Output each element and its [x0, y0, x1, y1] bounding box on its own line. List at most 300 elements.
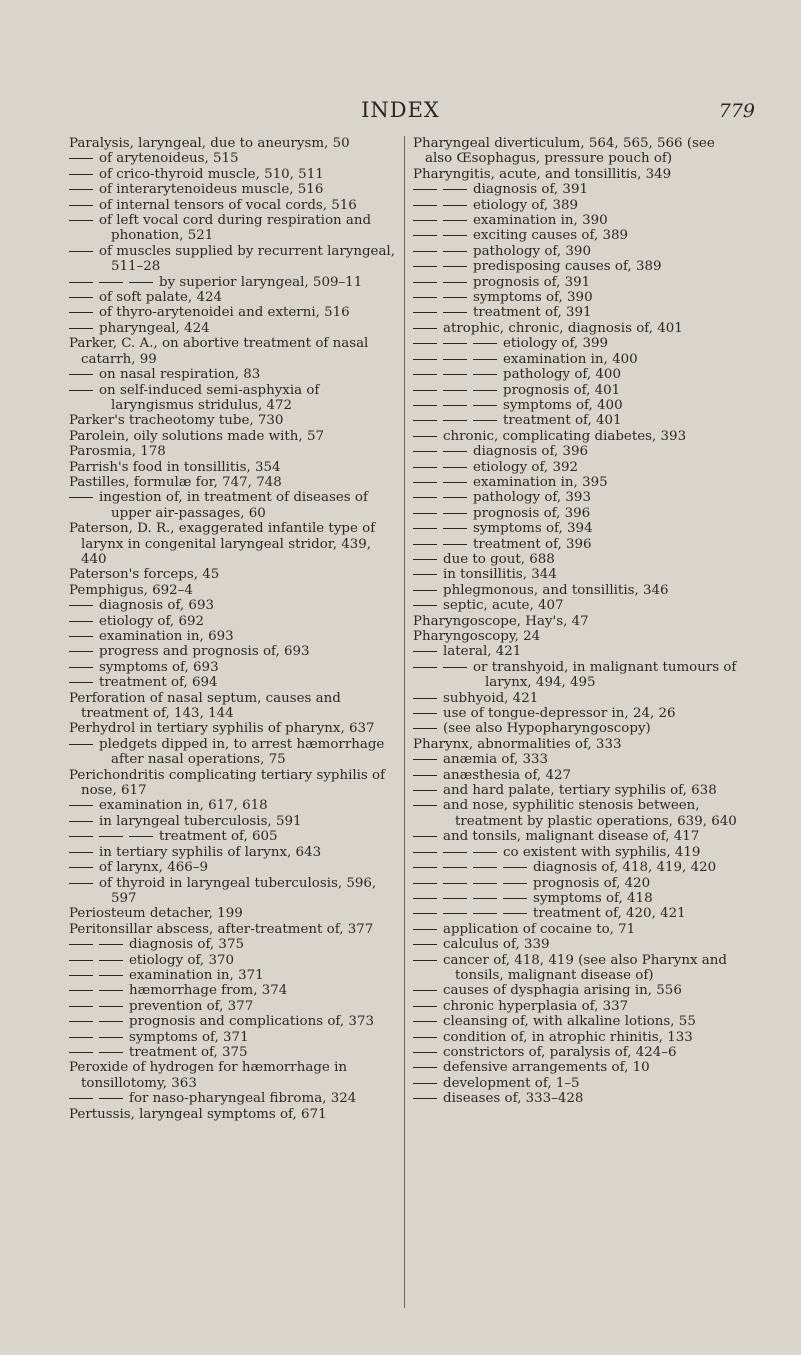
leader-dash — [413, 405, 437, 406]
index-entry — [413, 860, 743, 875]
leader-dash — [69, 867, 93, 868]
index-entry-text: Pharynx, abnormalities of, 333 — [413, 736, 622, 752]
leader-dash — [473, 883, 497, 884]
leader-dash — [99, 944, 123, 945]
leader-dash — [413, 651, 437, 652]
leader-dash — [413, 1083, 437, 1084]
index-entry-text: of interarytenoideus muscle, 516 — [99, 182, 324, 198]
leader-dash — [69, 374, 93, 375]
leader-dash — [413, 759, 437, 760]
leader-dash — [69, 883, 93, 884]
index-entry — [69, 860, 395, 875]
index-entry-text: of crico-thyroid muscle, 510, 511 — [99, 166, 324, 182]
index-entry-text: in tonsillitis, 344 — [443, 567, 557, 583]
index-entry-text: Pemphigus, 692–4 — [69, 582, 193, 598]
index-entry-text: for naso-pharyngeal fibroma, 324 — [129, 1091, 357, 1107]
index-entry-text: treatment of, 605 — [159, 829, 278, 845]
leader-dash — [69, 158, 93, 159]
leader-dash — [99, 975, 123, 976]
leader-dash — [443, 883, 467, 884]
index-entry-text: exciting causes of, 389 — [473, 228, 629, 244]
index-entry — [413, 305, 743, 320]
leader-dash — [443, 667, 467, 668]
index-entry — [413, 521, 743, 536]
page-header — [0, 98, 801, 128]
leader-dash — [443, 189, 467, 190]
index-entry-text: calculus of, 339 — [443, 937, 550, 953]
leader-dash — [129, 282, 153, 283]
index-entry — [69, 460, 395, 475]
index-entry — [69, 367, 395, 382]
index-entry — [413, 752, 743, 767]
index-entry-text: diagnosis of, 418, 419, 420 — [533, 860, 717, 876]
leader-dash — [413, 359, 437, 360]
index-entry — [413, 598, 743, 613]
index-entry — [69, 583, 395, 598]
index-entry-text: and nose, syphilitic stenosis between, treatment by plastic operations, 639, 640 — [443, 798, 737, 829]
index-entry — [413, 783, 743, 798]
leader-dash — [413, 544, 437, 545]
leader-dash — [69, 297, 93, 298]
index-entry — [69, 829, 395, 844]
index-entry — [413, 1014, 743, 1029]
index-entry-text: examination in, 371 — [129, 967, 264, 983]
index-entry-text: treatment of, 420, 421 — [533, 906, 686, 922]
index-entry-text: treatment of, 694 — [99, 675, 218, 691]
index-entry — [413, 876, 743, 891]
leader-dash — [413, 467, 437, 468]
leader-dash — [473, 420, 497, 421]
index-entry-text: examination in, 395 — [473, 474, 608, 490]
leader-dash — [413, 667, 437, 668]
leader-dash — [443, 497, 467, 498]
leader-dash — [413, 328, 437, 329]
leader-dash — [413, 1006, 437, 1007]
index-entry — [69, 198, 395, 213]
index-entry-text: symptoms of, 394 — [473, 521, 593, 537]
index-entry — [413, 444, 743, 459]
leader-dash — [69, 960, 93, 961]
index-entry-text: causes of dysphagia arising in, 556 — [443, 983, 682, 999]
index-entry-text: Parolein, oily solutions made with, 57 — [69, 428, 324, 444]
index-entry — [69, 906, 395, 921]
leader-dash — [443, 451, 467, 452]
index-entry — [69, 614, 395, 629]
leader-dash — [413, 282, 437, 283]
leader-dash — [413, 220, 437, 221]
leader-dash — [473, 374, 497, 375]
index-entry-text: of left vocal cord during respiration and phonation, 521 — [99, 213, 372, 244]
index-entry — [69, 845, 395, 860]
index-entry — [413, 413, 743, 428]
leader-dash — [413, 189, 437, 190]
leader-dash — [69, 975, 93, 976]
index-entry — [69, 983, 395, 998]
leader-dash — [99, 282, 123, 283]
leader-dash — [69, 805, 93, 806]
index-entry — [413, 1060, 743, 1075]
leader-dash — [443, 482, 467, 483]
index-entry — [413, 706, 743, 721]
leader-dash — [473, 359, 497, 360]
leader-dash — [443, 420, 467, 421]
index-entry-text: examination in, 390 — [473, 213, 608, 229]
index-entry-text: due to gout, 688 — [443, 551, 555, 567]
index-entry-text: constrictors of, paralysis of, 424–6 — [443, 1044, 677, 1060]
index-entry-text: defensive arrangements of, 10 — [443, 1060, 650, 1076]
index-entry — [69, 305, 395, 320]
index-entry — [69, 444, 395, 459]
leader-dash — [473, 867, 497, 868]
index-entry-text: diagnosis of, 396 — [473, 444, 588, 460]
leader-dash — [413, 297, 437, 298]
index-entry-text: Paterson, D. R., exaggerated infantile type of larynx in congenital laryngeal stridor, 439, 440 — [69, 521, 376, 567]
leader-dash — [443, 528, 467, 529]
index-entry-text: on self-induced semi-asphyxia of laryngismus stridulus, 472 — [99, 382, 320, 413]
index-entry — [413, 1030, 743, 1045]
leader-dash — [473, 913, 497, 914]
leader-dash — [69, 667, 93, 668]
index-entry — [69, 490, 395, 521]
index-entry-text: and hard palate, tertiary syphilis of, 638 — [443, 783, 717, 799]
leader-dash — [413, 436, 437, 437]
index-entry — [413, 429, 743, 444]
leader-dash — [443, 235, 467, 236]
index-entry-text: chronic hyperplasia of, 337 — [443, 998, 629, 1014]
leader-dash — [413, 805, 437, 806]
index-entry-text: etiology of, 399 — [503, 336, 608, 352]
leader-dash — [413, 1021, 437, 1022]
index-entry — [413, 475, 743, 490]
leader-dash — [443, 374, 467, 375]
index-entry-text: Paterson's forceps, 45 — [69, 567, 220, 583]
leader-dash — [443, 220, 467, 221]
column-divider — [404, 136, 405, 1308]
index-entry — [413, 244, 743, 259]
index-entry-text: phlegmonous, and tonsillitis, 346 — [443, 582, 669, 598]
leader-dash — [413, 713, 437, 714]
index-entry — [69, 814, 395, 829]
index-entry-text: cleansing of, with alkaline lotions, 55 — [443, 1014, 696, 1030]
index-entry-text: on nasal respiration, 83 — [99, 367, 261, 383]
index-entry-text: prognosis and complications of, 373 — [129, 1014, 374, 1030]
index-entry-text: Perichondritis complicating tertiary syphilis of nose, 617 — [69, 767, 386, 799]
leader-dash — [99, 1052, 123, 1053]
leader-dash — [413, 559, 437, 560]
index-entry — [413, 275, 743, 290]
index-entry-text: prevention of, 377 — [129, 998, 254, 1014]
index-entry — [413, 490, 743, 505]
leader-dash — [473, 343, 497, 344]
index-entry — [69, 1107, 395, 1122]
index-entry-text: development of, 1–5 — [443, 1075, 580, 1091]
leader-dash — [413, 790, 437, 791]
leader-dash — [99, 990, 123, 991]
leader-dash — [413, 451, 437, 452]
leader-dash — [69, 205, 93, 206]
leader-dash — [413, 205, 437, 206]
index-entry — [413, 552, 743, 567]
index-entry — [413, 537, 743, 552]
index-entry — [413, 336, 743, 351]
leader-dash — [443, 282, 467, 283]
leader-dash — [473, 898, 497, 899]
leader-dash — [503, 898, 527, 899]
index-entry-text: use of tongue-depressor in, 24, 26 — [443, 706, 676, 722]
leader-dash — [69, 390, 93, 391]
leader-dash — [69, 821, 93, 822]
index-entry-text: symptoms of, 418 — [533, 890, 653, 906]
leader-dash — [413, 944, 437, 945]
leader-dash — [69, 744, 93, 745]
index-entry — [413, 367, 743, 382]
leader-dash — [413, 775, 437, 776]
index-entry — [413, 228, 743, 243]
index-entry-text: septic, acute, 407 — [443, 598, 564, 614]
index-entry-text: of larynx, 466–9 — [99, 860, 208, 876]
index-entry-text: Pharyngitis, acute, and tonsillitis, 349 — [413, 166, 672, 182]
leader-dash — [443, 405, 467, 406]
index-entry — [413, 922, 743, 937]
leader-dash — [413, 913, 437, 914]
leader-dash — [69, 1037, 93, 1038]
leader-dash — [69, 251, 93, 252]
index-entry-text: Parker, C. A., on abortive treatment of nasal catarrh, 99 — [69, 336, 369, 367]
leader-dash — [99, 1037, 123, 1038]
leader-dash — [443, 467, 467, 468]
index-entry-text: Parker's tracheotomy tube, 730 — [69, 413, 284, 429]
leader-dash — [413, 1098, 437, 1099]
index-entry — [69, 737, 395, 768]
index-entry — [69, 629, 395, 644]
index-entry-text: of thyroid in laryngeal tuberculosis, 596, 597 — [99, 875, 377, 906]
index-entry — [413, 798, 743, 829]
index-entry — [69, 244, 395, 275]
leader-dash — [503, 883, 527, 884]
index-entry-text: Periosteum detacher, 199 — [69, 906, 243, 922]
index-entry — [69, 675, 395, 690]
index-entry — [69, 429, 395, 444]
leader-dash — [69, 682, 93, 683]
index-entry — [69, 136, 395, 151]
index-entry — [413, 290, 743, 305]
index-entry-text: prognosis of, 401 — [503, 382, 621, 398]
leader-dash — [443, 544, 467, 545]
index-entry — [69, 953, 395, 968]
index-entry-text: pathology of, 400 — [503, 367, 621, 383]
index-entry — [69, 336, 395, 367]
index-entry-text: pledgets dipped in, to arrest hæmorrhage after nasal operations, 75 — [99, 736, 385, 768]
index-entry-text: examination in, 693 — [99, 629, 234, 644]
index-entry-text: Perforation of nasal septum, causes and treatment of, 143, 144 — [69, 690, 341, 722]
leader-dash — [413, 420, 437, 421]
index-entry — [413, 136, 743, 167]
index-entry-text: progress and prognosis of, 693 — [99, 644, 310, 660]
leader-dash — [473, 390, 497, 391]
index-entry-text: atrophic, chronic, diagnosis of, 401 — [443, 320, 683, 336]
leader-dash — [99, 1098, 123, 1099]
index-entry-text: Pharyngeal diverticulum, 564, 565, 566 (see also Œsophagus, pressure pouch of) — [413, 136, 715, 167]
index-entry-text: in tertiary syphilis of larynx, 643 — [99, 844, 322, 860]
index-entry — [69, 798, 395, 813]
leader-dash — [69, 636, 93, 637]
index-entry — [413, 768, 743, 783]
index-entry — [413, 614, 743, 629]
page-number: 779 — [718, 100, 755, 122]
index-entry-text: pharyngeal, 424 — [99, 320, 210, 336]
index-entry-text: etiology of, 389 — [473, 197, 578, 213]
leader-dash — [413, 960, 437, 961]
index-entry — [69, 567, 395, 582]
leader-dash — [69, 312, 93, 313]
leader-dash — [413, 251, 437, 252]
index-entry-text: of muscles supplied by recurrent laryngeal, 511–28 — [99, 243, 395, 275]
leader-dash — [413, 929, 437, 930]
leader-dash — [413, 883, 437, 884]
index-entry-text: of thyro-arytenoidei and externi, 516 — [99, 305, 350, 321]
leader-dash — [413, 312, 437, 313]
leader-dash — [69, 621, 93, 622]
index-entry — [69, 1091, 395, 1106]
index-entry-text: lateral, 421 — [443, 644, 522, 660]
index-entry-text: predisposing causes of, 389 — [473, 259, 662, 275]
index-entry — [413, 629, 743, 644]
index-entry-text: etiology of, 370 — [129, 952, 234, 968]
leader-dash — [413, 497, 437, 498]
leader-dash — [69, 990, 93, 991]
index-entry-text: symptoms of, 371 — [129, 1029, 249, 1045]
leader-dash — [413, 836, 437, 837]
leader-dash — [443, 359, 467, 360]
index-entry — [413, 167, 743, 182]
index-entry — [413, 259, 743, 274]
index-entry-text: anæmia of, 333 — [443, 752, 549, 768]
index-entry-text: or transhyoid, in malignant tumours of larynx, 494, 495 — [473, 659, 737, 691]
leader-dash — [443, 266, 467, 267]
leader-dash — [69, 1098, 93, 1099]
index-entry — [69, 922, 395, 937]
leader-dash — [99, 1006, 123, 1007]
index-entry-text: diseases of, 333–428 — [443, 1091, 584, 1107]
index-entry — [413, 398, 743, 413]
leader-dash — [473, 852, 497, 853]
index-entry — [69, 598, 395, 613]
index-entry-text: Pharyngoscopy, 24 — [413, 629, 541, 644]
index-entry-text: pathology of, 390 — [473, 243, 591, 259]
index-entry-text: treatment of, 396 — [473, 536, 592, 552]
index-entry-text: etiology of, 392 — [473, 459, 578, 475]
leader-dash — [503, 913, 527, 914]
index-entry — [69, 1030, 395, 1045]
index-entry — [413, 583, 743, 598]
leader-dash — [129, 836, 153, 837]
index-entry — [69, 383, 395, 414]
index-entry-text: diagnosis of, 693 — [99, 598, 214, 614]
index-entry-text: prognosis of, 391 — [473, 274, 591, 290]
index-entry — [413, 1045, 743, 1060]
leader-dash — [69, 852, 93, 853]
index-entry-text: etiology of, 692 — [99, 613, 204, 629]
leader-dash — [99, 960, 123, 961]
leader-dash — [413, 698, 437, 699]
leader-dash — [473, 405, 497, 406]
index-entry-text: of internal tensors of vocal cords, 516 — [99, 197, 357, 213]
leader-dash — [503, 867, 527, 868]
leader-dash — [413, 605, 437, 606]
index-entry — [69, 290, 395, 305]
index-column-left — [69, 136, 395, 1122]
leader-dash — [443, 913, 467, 914]
index-entry-text: hæmorrhage from, 374 — [129, 983, 288, 999]
index-entry-text: and tonsils, malignant disease of, 417 — [443, 829, 700, 845]
index-entry — [69, 691, 395, 722]
index-entry-text: diagnosis of, 391 — [473, 182, 588, 198]
index-entry — [413, 383, 743, 398]
leader-dash — [413, 574, 437, 575]
leader-dash — [413, 990, 437, 991]
leader-dash — [69, 497, 93, 498]
leader-dash — [413, 1052, 437, 1053]
leader-dash — [69, 651, 93, 652]
index-entry-text: symptoms of, 693 — [99, 659, 219, 675]
index-entry — [413, 352, 743, 367]
index-entry — [413, 213, 743, 228]
leader-dash — [99, 836, 123, 837]
index-entry-text: application of cocaine to, 71 — [443, 921, 636, 937]
index-entry — [69, 213, 395, 244]
leader-dash — [413, 852, 437, 853]
index-entry — [69, 999, 395, 1014]
index-entry — [69, 1060, 395, 1091]
index-entry-text: Paralysis, laryngeal, due to aneurysm, 50 — [69, 136, 350, 151]
index-entry — [413, 737, 743, 752]
index-entry-text: Pertussis, laryngeal symptoms of, 671 — [69, 1106, 327, 1122]
leader-dash — [443, 898, 467, 899]
leader-dash — [69, 944, 93, 945]
leader-dash — [413, 513, 437, 514]
index-entry-text: Parrish's food in tonsillitis, 354 — [69, 459, 281, 475]
index-entry-text: symptoms of, 400 — [503, 397, 623, 413]
index-column-right — [413, 136, 743, 1107]
index-entry — [413, 506, 743, 521]
index-entry-text: prognosis of, 420 — [533, 875, 651, 891]
index-entry — [69, 876, 395, 907]
leader-dash — [69, 836, 93, 837]
index-entry-text: Peroxide of hydrogen for hæmorrhage in tonsillotomy, 363 — [69, 1060, 347, 1091]
leader-dash — [69, 174, 93, 175]
leader-dash — [413, 343, 437, 344]
leader-dash — [69, 282, 93, 283]
index-entry — [413, 691, 743, 706]
leader-dash — [69, 328, 93, 329]
index-entry — [413, 721, 743, 736]
index-entry — [69, 521, 395, 567]
index-entry-text: treatment of, 391 — [473, 305, 592, 321]
index-entry — [413, 891, 743, 906]
index-entry — [413, 829, 743, 844]
index-entry — [413, 182, 743, 197]
index-entry-text: in laryngeal tuberculosis, 591 — [99, 813, 302, 829]
index-entry-text: prognosis of, 396 — [473, 505, 591, 521]
index-entry — [413, 1076, 743, 1091]
index-entry-text: pathology of, 393 — [473, 490, 591, 506]
index-entry — [413, 198, 743, 213]
index-entry — [69, 644, 395, 659]
index-entry — [69, 1014, 395, 1029]
index-entry — [413, 906, 743, 921]
leader-dash — [69, 1052, 93, 1053]
index-entry — [69, 660, 395, 675]
